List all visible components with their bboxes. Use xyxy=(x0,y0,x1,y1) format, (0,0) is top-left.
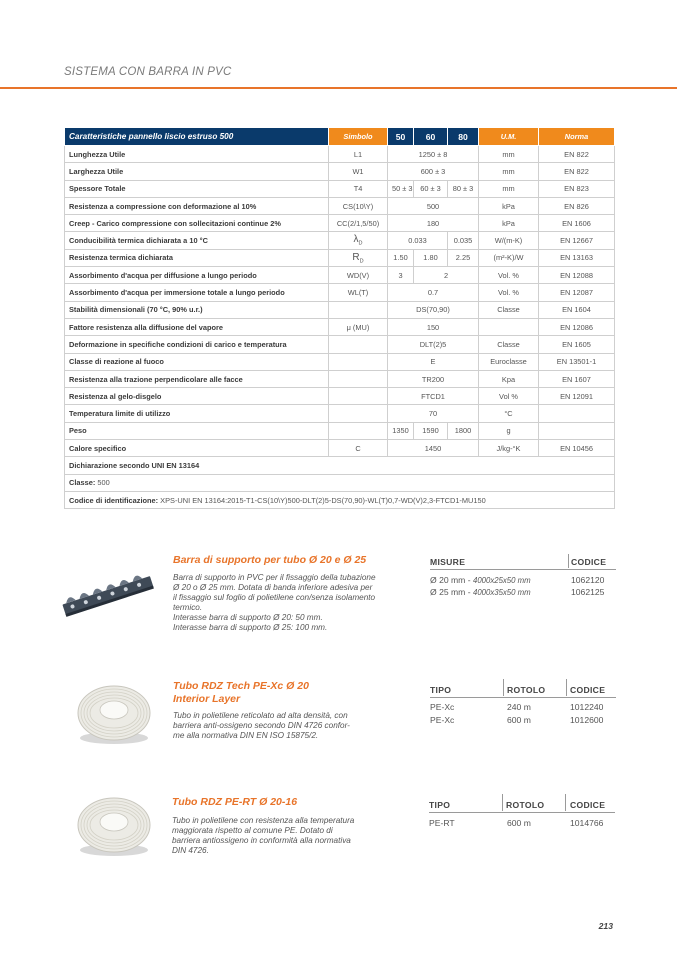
lambda-sub: D xyxy=(358,240,363,247)
table-row-codice xyxy=(65,491,615,508)
col-codice: CODICE xyxy=(570,800,606,810)
table-row xyxy=(65,405,615,422)
misure-dims: 4000x25x50 mm xyxy=(472,576,531,585)
section-title: SISTEMA CON BARRA IN PVC xyxy=(64,66,232,78)
page-number: 213 xyxy=(598,921,613,931)
classe-label: Classe: xyxy=(69,478,96,488)
row-norma: EN 1606 xyxy=(539,215,615,232)
row-norma: EN 12667 xyxy=(539,232,615,249)
row-norma xyxy=(539,405,615,422)
row-norma: EN 1604 xyxy=(539,301,615,318)
col-separator xyxy=(503,679,504,696)
title-rule xyxy=(0,87,677,89)
classe-cell xyxy=(65,474,615,491)
row-symbol: C xyxy=(329,440,388,457)
row-norma: EN 13501-1 xyxy=(539,353,615,370)
col-tipo: TIPO xyxy=(429,800,451,810)
codice-label: Codice di identificazione: xyxy=(69,495,159,505)
table-row-classe xyxy=(65,474,615,491)
tipo-cell: PE-RT xyxy=(429,818,455,828)
rotolo-cell: 600 m xyxy=(507,818,531,828)
col-codice: CODICE xyxy=(571,557,607,567)
row-label: Larghezza Utile xyxy=(65,163,329,180)
codice-cell xyxy=(65,491,615,508)
desc-line: termico. xyxy=(173,603,203,612)
desc-line: barriera antiossigeno in conformità alla normativa xyxy=(172,836,351,845)
row-label: Spessore Totale xyxy=(65,180,329,197)
row-value: 600 ± 3 xyxy=(388,163,479,180)
desc-line: Interasse barra di supporto Ø 25: 100 mm. xyxy=(173,623,328,632)
row-label: Resistenza a compressione con deformazione al 10% xyxy=(65,197,329,214)
table-row-dichiarazione xyxy=(65,457,615,474)
row-value: DS(70,90) xyxy=(388,301,479,318)
col-tipo: TIPO xyxy=(430,685,452,695)
row-symbol: CC(2/1,5/50) xyxy=(329,215,388,232)
codice-cell: 1062120 xyxy=(571,575,605,585)
codice-cell: 1012600 xyxy=(570,715,604,725)
desc-line: Interasse barra di supporto Ø 20: 50 mm. xyxy=(173,613,323,622)
r-sub: D xyxy=(359,258,364,265)
table-row xyxy=(65,422,615,439)
title-line: Tubo RDZ Tech PE-Xc Ø 20 xyxy=(173,680,309,692)
pipe-coil-icon xyxy=(74,792,154,858)
product-table xyxy=(429,800,615,832)
product-title xyxy=(173,680,309,706)
tipo-cell: PE-Xc xyxy=(430,702,455,712)
codice-cell: 1014766 xyxy=(570,818,604,828)
product-description xyxy=(172,816,354,856)
row-label: Temperatura limite di utilizzo xyxy=(65,405,329,422)
row-symbol: WL(T) xyxy=(329,284,388,301)
row-value: E xyxy=(388,353,479,370)
row-um: °C xyxy=(479,405,539,422)
desc-line: barriera anti-ossigeno secondo DIN 4726 confor- xyxy=(173,721,350,730)
row-um: Vol % xyxy=(479,388,539,405)
row-value-80: 80 ± 3 xyxy=(448,180,479,197)
row-label: Classe di reazione al fuoco xyxy=(65,353,329,370)
row-symbol: T4 xyxy=(329,180,388,197)
r-symbol: R xyxy=(352,251,360,263)
row-symbol: WD(V) xyxy=(329,267,388,284)
header-um: U.M. xyxy=(479,128,539,146)
row-norma: EN 13163 xyxy=(539,249,615,266)
row-label: Stabilità dimensionali (70 °C, 90% u.r.) xyxy=(65,301,329,318)
row-value-80: 1800 xyxy=(448,422,479,439)
row-norma: EN 1605 xyxy=(539,336,615,353)
row-value: 180 xyxy=(388,215,479,232)
table-row xyxy=(65,353,615,370)
row-value-60: 1.80 xyxy=(414,249,448,266)
row-norma: EN 12088 xyxy=(539,267,615,284)
product-table xyxy=(430,685,616,729)
codice-cell: 1062125 xyxy=(571,587,605,597)
table-row xyxy=(65,180,615,197)
desc-line: me alla normativa DIN EN ISO 15875/2. xyxy=(173,731,319,740)
misure-diameter: Ø 25 mm - xyxy=(430,587,473,597)
table-row xyxy=(65,440,615,457)
col-rotolo: ROTOLO xyxy=(507,685,546,695)
table-row xyxy=(65,388,615,405)
misure-cell xyxy=(430,575,531,585)
row-label: Resistenza termica dichiarata xyxy=(65,249,329,266)
product-description xyxy=(173,711,350,741)
dichiarazione-text: Dichiarazione secondo UNI EN 13164 xyxy=(65,457,615,474)
header-norma: Norma xyxy=(539,128,615,146)
table-row xyxy=(65,146,615,163)
tipo-cell: PE-Xc xyxy=(430,715,455,725)
row-symbol: CS(10\Y) xyxy=(329,197,388,214)
title-line: Interior Layer xyxy=(173,693,241,705)
table-row xyxy=(65,301,615,318)
row-um: mm xyxy=(479,146,539,163)
row-label: Assorbimento d'acqua per immersione totale a lungo periodo xyxy=(65,284,329,301)
row-label: Creep - Carico compressione con sollecitazioni continue 2% xyxy=(65,215,329,232)
table-row xyxy=(65,370,615,387)
row-label: Resistenza alla trazione perpendicolare alle facce xyxy=(65,370,329,387)
codice-value: XPS-UNI EN 13164:2015-T1-CS(10\Y)500-DLT(2)5-DS(70,90)-WL(T)0,7-WD(V)2,3-FTCD1-MU150 xyxy=(160,495,486,505)
product-table xyxy=(430,557,616,607)
header-50: 50 xyxy=(388,128,414,146)
table-row xyxy=(65,215,615,232)
row-value: 1450 xyxy=(388,440,479,457)
desc-line: Barra di supporto in PVC per il fissaggio della tubazione xyxy=(173,573,376,582)
row-label: Fattore resistenza alla diffusione del vapore xyxy=(65,318,329,335)
rotolo-cell: 600 m xyxy=(507,715,531,725)
classe-value: 500 xyxy=(97,478,110,488)
row-value-50-60: 0.033 xyxy=(388,232,448,249)
table-row xyxy=(65,163,615,180)
row-value: DLT(2)5 xyxy=(388,336,479,353)
row-um: mm xyxy=(479,180,539,197)
support-bar-icon xyxy=(60,570,156,622)
row-um: Vol. % xyxy=(479,284,539,301)
row-value: 1250 ± 8 xyxy=(388,146,479,163)
lambda-symbol: λ xyxy=(353,234,359,246)
table-row xyxy=(65,267,615,284)
desc-line: Tubo in polietilene reticolato ad alta densità, con xyxy=(173,711,348,720)
row-value-60: 60 ± 3 xyxy=(414,180,448,197)
row-value-80: 2.25 xyxy=(448,249,479,266)
product-title: Barra di supporto per tubo Ø 20 e Ø 25 xyxy=(173,554,367,566)
desc-line: maggiorata rispetto al comune PE. Dotato di xyxy=(172,826,333,835)
row-um: g xyxy=(479,422,539,439)
table-row xyxy=(65,232,615,249)
row-um: kPa xyxy=(479,215,539,232)
row-norma: EN 826 xyxy=(539,197,615,214)
row-um: Classe xyxy=(479,301,539,318)
row-value: TR200 xyxy=(388,370,479,387)
col-rotolo: ROTOLO xyxy=(506,800,545,810)
row-norma: EN 10456 xyxy=(539,440,615,457)
table-row xyxy=(65,284,615,301)
row-value-80: 0.035 xyxy=(448,232,479,249)
header-label: Caratteristiche pannello liscio estruso 500 xyxy=(65,128,329,146)
product-description xyxy=(173,573,376,633)
row-symbol xyxy=(329,249,388,266)
row-value-60: 1590 xyxy=(414,422,448,439)
row-um: J/kg-°K xyxy=(479,440,539,457)
col-codice: CODICE xyxy=(570,685,606,695)
row-norma: EN 823 xyxy=(539,180,615,197)
desc-line: il fissaggio sul foglio di polietilene con/senza isolamento xyxy=(173,593,376,602)
header-rule xyxy=(430,569,616,570)
row-symbol xyxy=(329,336,388,353)
row-value-60-80: 2 xyxy=(414,267,479,284)
row-symbol xyxy=(329,422,388,439)
row-um: kPa xyxy=(479,197,539,214)
col-misure: MISURE xyxy=(430,557,466,567)
row-label: Lunghezza Utile xyxy=(65,146,329,163)
row-um xyxy=(479,318,539,335)
row-symbol xyxy=(329,301,388,318)
row-value-50: 1350 xyxy=(388,422,414,439)
row-norma: EN 1607 xyxy=(539,370,615,387)
row-value: 70 xyxy=(388,405,479,422)
row-value-50: 3 xyxy=(388,267,414,284)
row-symbol xyxy=(329,388,388,405)
row-norma: EN 822 xyxy=(539,163,615,180)
spec-header-row xyxy=(65,128,615,146)
row-um: W/(m-K) xyxy=(479,232,539,249)
row-value-50: 1.50 xyxy=(388,249,414,266)
row-symbol xyxy=(329,405,388,422)
row-label: Peso xyxy=(65,422,329,439)
row-norma: EN 12091 xyxy=(539,388,615,405)
row-label: Calore specifico xyxy=(65,440,329,457)
pipe-coil-icon xyxy=(74,680,154,746)
row-norma: EN 12086 xyxy=(539,318,615,335)
misure-cell xyxy=(430,587,531,597)
header-rule xyxy=(430,697,616,698)
misure-diameter: Ø 20 mm - xyxy=(430,575,473,585)
table-row xyxy=(65,197,615,214)
misure-dims: 4000x35x50 mm xyxy=(472,588,531,597)
table-row xyxy=(65,318,615,335)
row-label: Assorbimento d'acqua per diffusione a lungo periodo xyxy=(65,267,329,284)
codice-cell: 1012240 xyxy=(570,702,604,712)
row-um: Classe xyxy=(479,336,539,353)
row-symbol xyxy=(329,353,388,370)
spec-table xyxy=(64,127,615,509)
row-symbol xyxy=(329,232,388,249)
header-rule xyxy=(429,812,615,813)
desc-line: DIN 4726. xyxy=(172,846,209,855)
row-um: Euroclasse xyxy=(479,353,539,370)
row-value: 150 xyxy=(388,318,479,335)
row-symbol xyxy=(329,370,388,387)
row-symbol: W1 xyxy=(329,163,388,180)
col-separator xyxy=(568,554,569,568)
table-row xyxy=(65,249,615,266)
row-symbol: L1 xyxy=(329,146,388,163)
row-norma: EN 12087 xyxy=(539,284,615,301)
col-separator xyxy=(566,679,567,696)
row-um: Kpa xyxy=(479,370,539,387)
row-label: Deformazione in specifiche condizioni di carico e temperatura xyxy=(65,336,329,353)
header-60: 60 xyxy=(414,128,448,146)
row-label: Resistenza al gelo-disgelo xyxy=(65,388,329,405)
col-separator xyxy=(502,794,503,811)
row-norma: EN 822 xyxy=(539,146,615,163)
row-label: Conducibilità termica dichiarata a 10 °C xyxy=(65,232,329,249)
rotolo-cell: 240 m xyxy=(507,702,531,712)
row-value: FTCD1 xyxy=(388,388,479,405)
row-um: Vol. % xyxy=(479,267,539,284)
row-value: 500 xyxy=(388,197,479,214)
table-row xyxy=(65,336,615,353)
row-value-50: 50 ± 3 xyxy=(388,180,414,197)
row-value: 0.7 xyxy=(388,284,479,301)
header-80: 80 xyxy=(448,128,479,146)
header-simbolo: Simbolo xyxy=(329,128,388,146)
desc-line: Ø 20 o Ø 25 mm. Dotata di banda inferiore adesiva per xyxy=(173,583,373,592)
row-symbol: μ (MU) xyxy=(329,318,388,335)
desc-line: Tubo in polietilene con resistenza alla temperatura xyxy=(172,816,355,825)
product-title: Tubo RDZ PE-RT Ø 20-16 xyxy=(172,796,298,808)
row-norma xyxy=(539,422,615,439)
col-separator xyxy=(565,794,566,811)
row-um: (m²-K)/W xyxy=(479,249,539,266)
row-um: mm xyxy=(479,163,539,180)
